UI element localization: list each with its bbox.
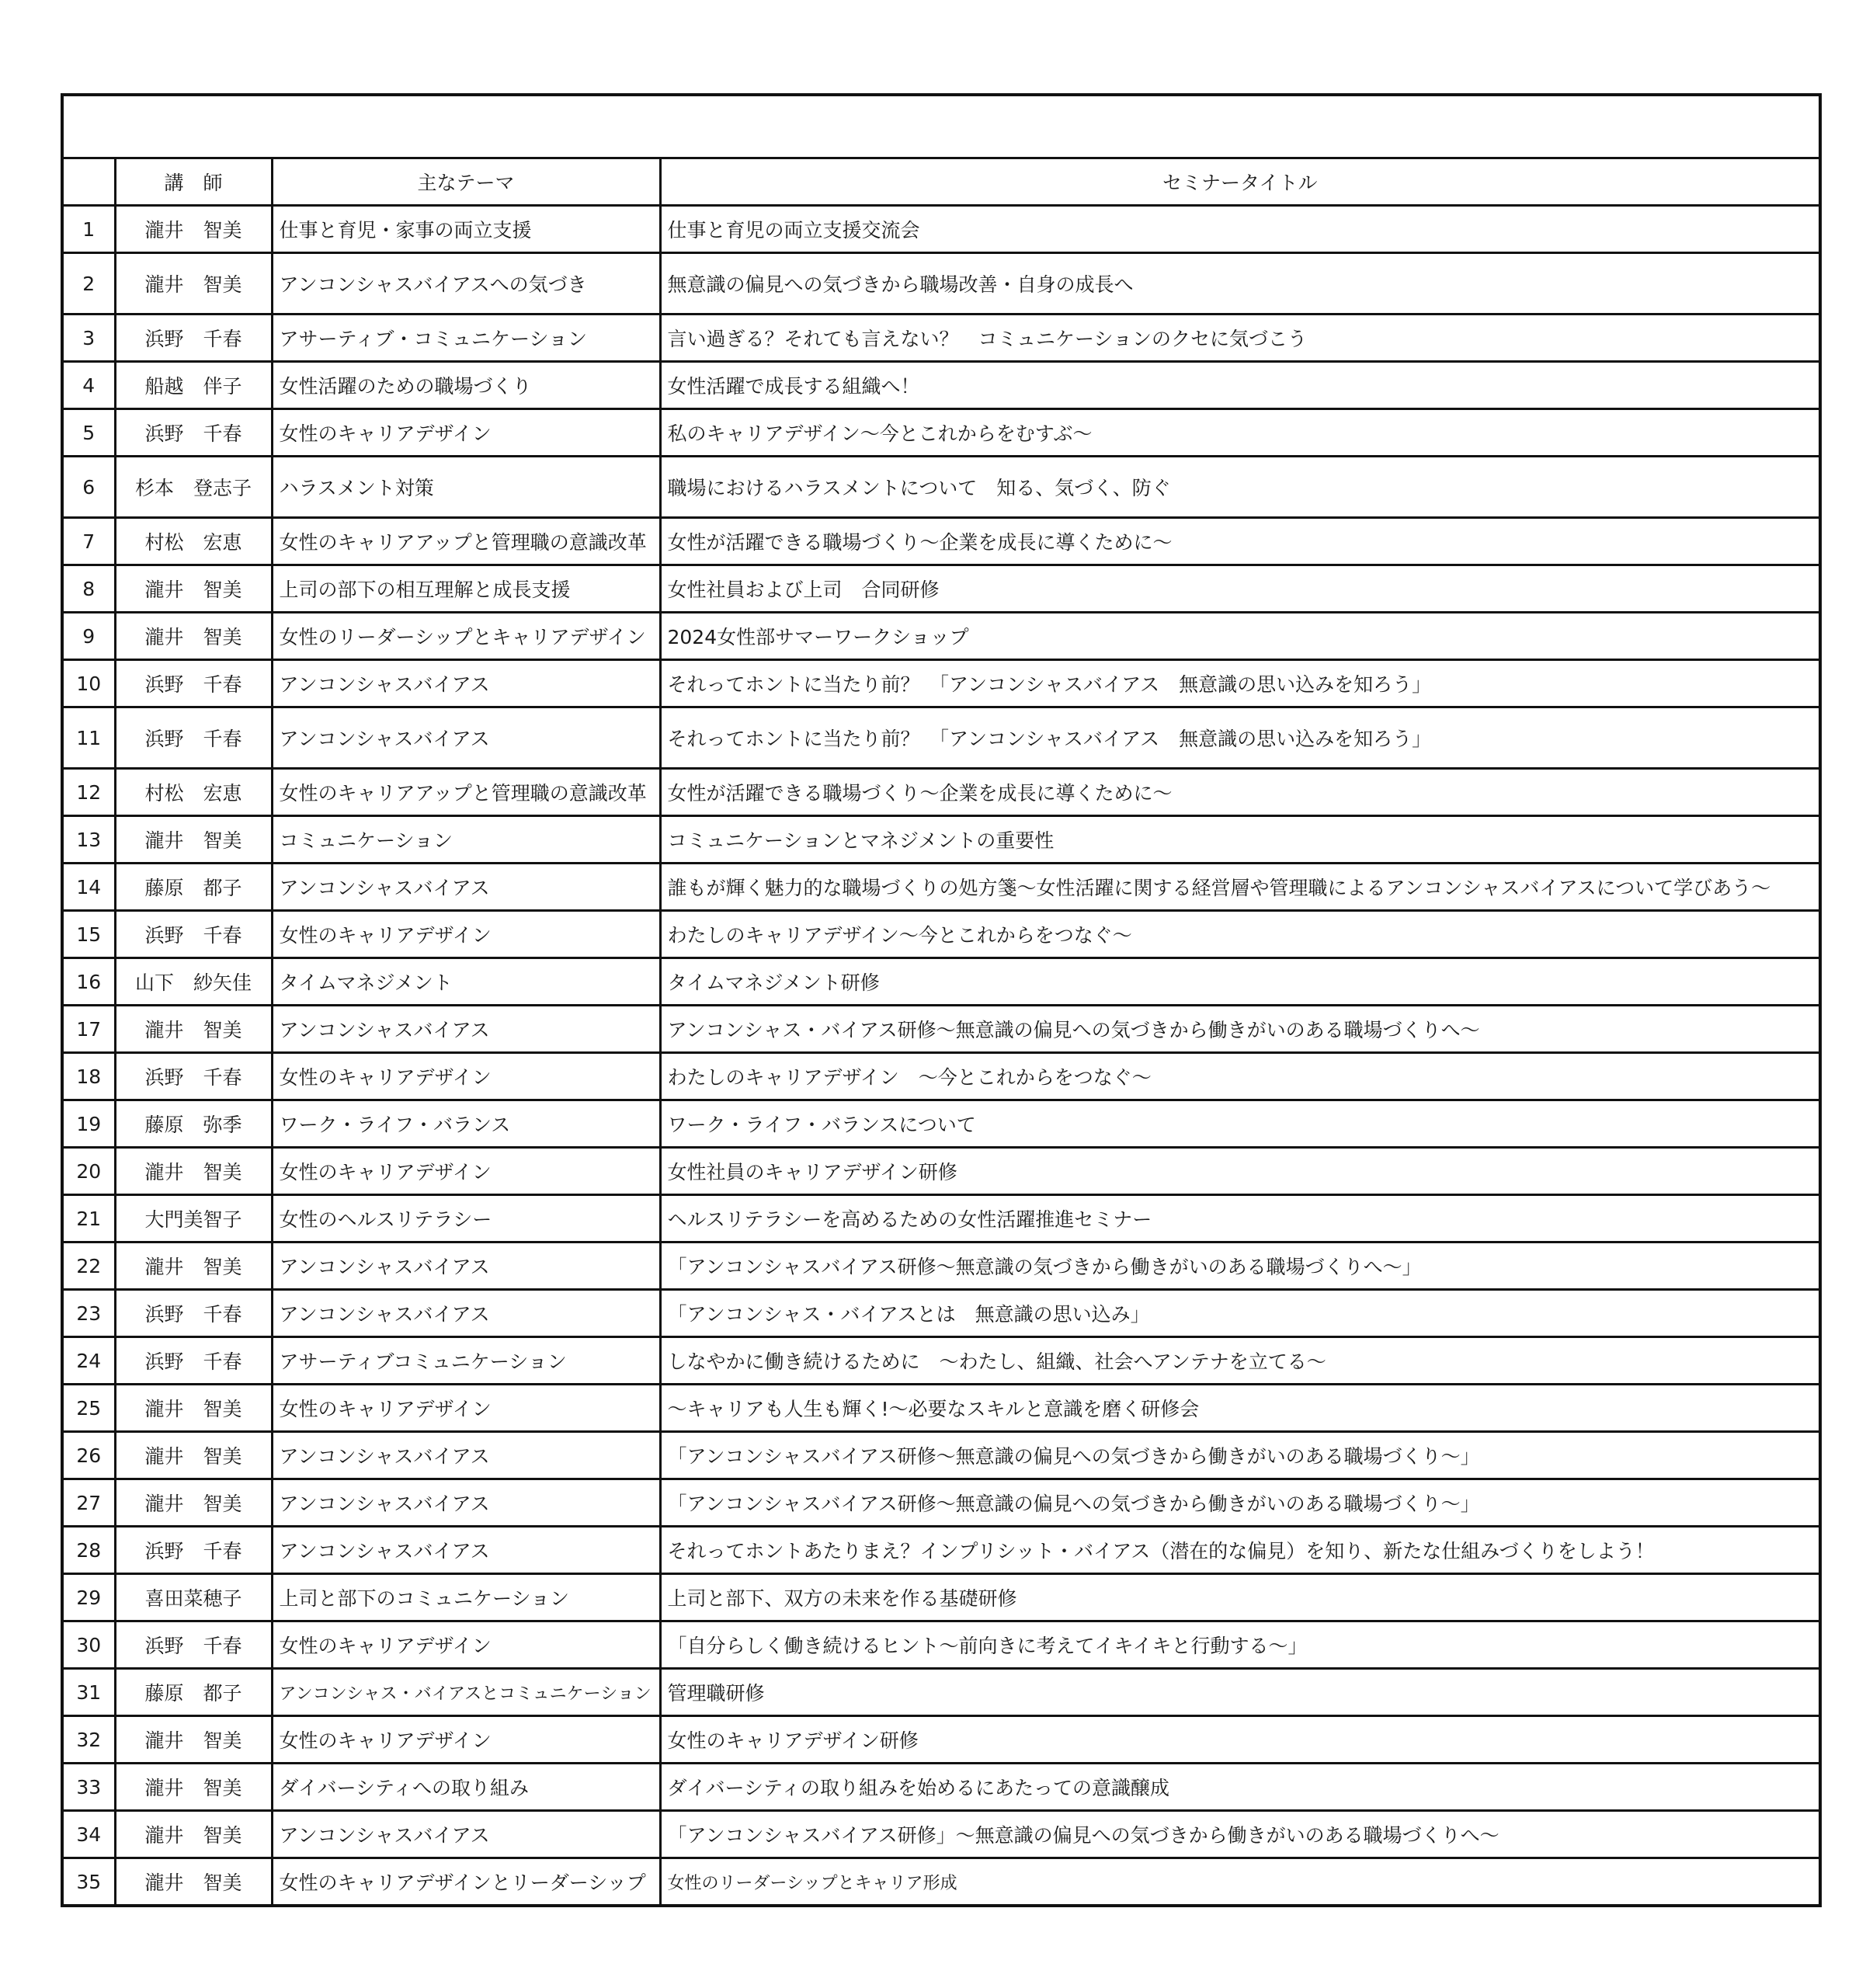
table-row (62, 769, 1820, 816)
row-instructor: 喜田菜穂子 (115, 1574, 272, 1621)
row-seminar-title: 管理職研修 (660, 1669, 1820, 1716)
row-instructor: 浜野 千春 (115, 1053, 272, 1100)
row-number: 29 (62, 1574, 115, 1621)
table-row (62, 1621, 1820, 1669)
row-seminar-title: ワーク・ライフ・バランスについて (660, 1100, 1820, 1148)
row-theme: アサーティブコミュニケーション (272, 1337, 660, 1385)
row-instructor: 山下 紗矢佳 (115, 958, 272, 1006)
table-row (62, 315, 1820, 362)
row-number: 30 (62, 1621, 115, 1669)
row-number: 6 (62, 457, 115, 518)
row-seminar-title: 言い過ぎる？それても言えない？ コミュニケーションのクセに気づこう (660, 315, 1820, 362)
row-number: 20 (62, 1148, 115, 1195)
row-theme: 女性活躍のための職場づくり (272, 362, 660, 409)
table-row (62, 1858, 1820, 1906)
table-row (62, 1195, 1820, 1242)
row-instructor: 瀧井 智美 (115, 1432, 272, 1479)
row-number: 28 (62, 1527, 115, 1574)
row-number: 25 (62, 1385, 115, 1432)
table-row (62, 660, 1820, 707)
table-row (62, 911, 1820, 958)
row-number: 35 (62, 1858, 115, 1906)
row-instructor: 瀧井 智美 (115, 565, 272, 613)
row-theme: 上司の部下の相互理解と成長支援 (272, 565, 660, 613)
table-row (62, 1290, 1820, 1337)
row-theme: 女性のキャリアデザイン (272, 1716, 660, 1764)
row-number: 1 (62, 206, 115, 253)
row-number: 33 (62, 1764, 115, 1811)
row-number: 19 (62, 1100, 115, 1148)
row-seminar-title: アンコンシャス・バイアス研修～無意識の偏見への気づきから働きがいのある職場づくりへ～ (660, 1006, 1820, 1053)
row-seminar-title: 「アンコンシャスバイアス研修」～無意識の偏見への気づきから働きがいのある職場づくりへ～ (660, 1811, 1820, 1858)
row-theme: アサーティブ・コミュニケーション (272, 315, 660, 362)
row-instructor: 瀧井 智美 (115, 816, 272, 864)
row-seminar-title: 職場におけるハラスメントについて 知る、気づく、防ぐ (660, 457, 1820, 518)
table-row (62, 1764, 1820, 1811)
row-instructor: 浜野 千春 (115, 409, 272, 457)
row-instructor: 村松 宏恵 (115, 518, 272, 565)
row-theme: アンコンシャスバイアス (272, 1242, 660, 1290)
row-seminar-title: ヘルスリテラシーを高めるための女性活躍推進セミナー (660, 1195, 1820, 1242)
row-number: 16 (62, 958, 115, 1006)
row-instructor: 浜野 千春 (115, 911, 272, 958)
table-header-row (62, 158, 1820, 206)
row-number: 23 (62, 1290, 115, 1337)
row-instructor: 浜野 千春 (115, 1527, 272, 1574)
row-seminar-title: 「アンコンシャスバイアス研修～無意識の気づきから働きがいのある職場づくりへ～」 (660, 1242, 1820, 1290)
row-instructor: 浜野 千春 (115, 707, 272, 769)
row-seminar-title: わたしのキャリアデザイン～今とこれからをつなぐ～ (660, 911, 1820, 958)
table-row (62, 1479, 1820, 1527)
row-theme: ハラスメント対策 (272, 457, 660, 518)
row-theme: コミュニケーション (272, 816, 660, 864)
row-instructor: 船越 伴子 (115, 362, 272, 409)
table-row (62, 1432, 1820, 1479)
table-row (62, 1669, 1820, 1716)
table-row (62, 613, 1820, 660)
row-seminar-title: 無意識の偏見への気づきから職場改善・自身の成長へ (660, 253, 1820, 315)
table-row (62, 864, 1820, 911)
table-title-row (62, 95, 1820, 158)
row-number: 7 (62, 518, 115, 565)
row-instructor: 瀧井 智美 (115, 1811, 272, 1858)
row-instructor: 瀧井 智美 (115, 1479, 272, 1527)
row-seminar-title: 仕事と育児の両立支援交流会 (660, 206, 1820, 253)
table-row (62, 958, 1820, 1006)
row-theme: アンコンシャスバイアス (272, 660, 660, 707)
row-seminar-title: 女性社員および上司 合同研修 (660, 565, 1820, 613)
row-instructor: 浜野 千春 (115, 1290, 272, 1337)
row-instructor: 瀧井 智美 (115, 1148, 272, 1195)
row-theme: 女性のキャリアデザインとリーダーシップ (272, 1858, 660, 1906)
row-instructor: 杉本 登志子 (115, 457, 272, 518)
row-number: 15 (62, 911, 115, 958)
row-number: 34 (62, 1811, 115, 1858)
row-number: 14 (62, 864, 115, 911)
row-number: 24 (62, 1337, 115, 1385)
row-seminar-title: 女性活躍で成長する組織へ！ (660, 362, 1820, 409)
row-number: 5 (62, 409, 115, 457)
row-seminar-title: それってホントあたりまえ？インプリシット・バイアス（潜在的な偏見）を知り、新たな仕組みづくりをしよう！ (660, 1527, 1820, 1574)
row-instructor: 浜野 千春 (115, 1621, 272, 1669)
row-seminar-title: 女性が活躍できる職場づくり～企業を成長に導くために～ (660, 769, 1820, 816)
table-row (62, 1337, 1820, 1385)
row-number: 31 (62, 1669, 115, 1716)
row-theme: アンコンシャスバイアス (272, 707, 660, 769)
row-seminar-title: 「アンコンシャスバイアス研修～無意識の偏見への気づきから働きがいのある職場づくり～」 (660, 1479, 1820, 1527)
row-theme: アンコンシャスバイアス (272, 1290, 660, 1337)
header-theme: 主なテーマ (272, 158, 660, 206)
row-theme: アンコンシャスバイアス (272, 864, 660, 911)
table-row (62, 253, 1820, 315)
table-row (62, 1527, 1820, 1574)
row-theme: アンコンシャスバイアスへの気づき (272, 253, 660, 315)
row-instructor: 瀧井 智美 (115, 1385, 272, 1432)
row-instructor: 浜野 千春 (115, 1337, 272, 1385)
row-instructor: 大門美智子 (115, 1195, 272, 1242)
row-seminar-title: わたしのキャリアデザイン ～今とこれからをつなぐ～ (660, 1053, 1820, 1100)
table-title (62, 95, 1820, 158)
row-number: 3 (62, 315, 115, 362)
row-number: 18 (62, 1053, 115, 1100)
row-number: 22 (62, 1242, 115, 1290)
row-theme: アンコンシャスバイアス (272, 1479, 660, 1527)
row-instructor: 瀧井 智美 (115, 1858, 272, 1906)
table-row (62, 518, 1820, 565)
row-seminar-title: ～キャリアも人生も輝く!～必要なスキルと意識を磨く研修会 (660, 1385, 1820, 1432)
row-theme: 女性のリーダーシップとキャリアデザイン (272, 613, 660, 660)
row-seminar-title: 女性のリーダーシップとキャリア形成 (660, 1858, 1820, 1906)
row-theme: アンコンシャスバイアス (272, 1811, 660, 1858)
row-instructor: 瀧井 智美 (115, 1716, 272, 1764)
row-seminar-title: それってホントに当たり前？ 「アンコンシャスバイアス 無意識の思い込みを知ろう」 (660, 660, 1820, 707)
row-seminar-title: 誰もが輝く魅力的な職場づくりの処方箋～女性活躍に関する経営層や管理職によるアンコンシャスバイアスについて学びあう～ (660, 864, 1820, 911)
row-theme: 女性のヘルスリテラシー (272, 1195, 660, 1242)
row-number: 12 (62, 769, 115, 816)
row-theme: 女性のキャリアデザイン (272, 911, 660, 958)
row-theme: 女性のキャリアデザイン (272, 1053, 660, 1100)
row-instructor: 瀧井 智美 (115, 1242, 272, 1290)
row-instructor: 藤原 都子 (115, 1669, 272, 1716)
row-theme: ワーク・ライフ・バランス (272, 1100, 660, 1148)
row-number: 17 (62, 1006, 115, 1053)
row-instructor: 浜野 千春 (115, 315, 272, 362)
row-theme: 女性のキャリアデザイン (272, 409, 660, 457)
row-number: 32 (62, 1716, 115, 1764)
table-row (62, 565, 1820, 613)
row-theme: 女性のキャリアアップと管理職の意識改革 (272, 518, 660, 565)
table-row (62, 362, 1820, 409)
header-number (62, 158, 115, 206)
row-theme: ダイバーシティへの取り組み (272, 1764, 660, 1811)
row-seminar-title: ダイバーシティの取り組みを始めるにあたっての意識醸成 (660, 1764, 1820, 1811)
row-number: 21 (62, 1195, 115, 1242)
row-instructor: 藤原 都子 (115, 864, 272, 911)
row-theme: タイムマネジメント (272, 958, 660, 1006)
row-instructor: 瀧井 智美 (115, 613, 272, 660)
row-number: 11 (62, 707, 115, 769)
row-theme: 上司と部下のコミュニケーション (272, 1574, 660, 1621)
table-row (62, 1574, 1820, 1621)
row-seminar-title: 「アンコンシャスバイアス研修～無意識の偏見への気づきから働きがいのある職場づくり～」 (660, 1432, 1820, 1479)
row-theme: 女性のキャリアアップと管理職の意識改革 (272, 769, 660, 816)
row-instructor: 瀧井 智美 (115, 206, 272, 253)
row-instructor: 瀧井 智美 (115, 1006, 272, 1053)
table-row (62, 206, 1820, 253)
table-row (62, 1053, 1820, 1100)
row-instructor: 藤原 弥季 (115, 1100, 272, 1148)
row-seminar-title: 「自分らしく働き続けるヒント～前向きに考えてイキイキと行動する～」 (660, 1621, 1820, 1669)
table-row (62, 1811, 1820, 1858)
table-row (62, 816, 1820, 864)
table-row (62, 457, 1820, 518)
row-theme: 女性のキャリアデザイン (272, 1385, 660, 1432)
row-number: 26 (62, 1432, 115, 1479)
row-seminar-title: 女性が活躍できる職場づくり～企業を成長に導くために～ (660, 518, 1820, 565)
row-instructor: 浜野 千春 (115, 660, 272, 707)
row-seminar-title: 「アンコンシャス・バイアスとは 無意識の思い込み」 (660, 1290, 1820, 1337)
table-row (62, 1148, 1820, 1195)
row-number: 2 (62, 253, 115, 315)
row-seminar-title: それってホントに当たり前？ 「アンコンシャスバイアス 無意識の思い込みを知ろう」 (660, 707, 1820, 769)
header-seminar-title: セミナータイトル (660, 158, 1820, 206)
table-row (62, 409, 1820, 457)
seminar-table (61, 93, 1822, 1907)
table-row (62, 1100, 1820, 1148)
table-row (62, 1385, 1820, 1432)
table-row (62, 1716, 1820, 1764)
row-instructor: 瀧井 智美 (115, 1764, 272, 1811)
row-seminar-title: しなやかに働き続けるために ～わたし、組織、社会へアンテナを立てる～ (660, 1337, 1820, 1385)
row-seminar-title: 私のキャリアデザイン～今とこれからをむすぶ～ (660, 409, 1820, 457)
header-instructor: 講 師 (115, 158, 272, 206)
row-theme: アンコンシャスバイアス (272, 1527, 660, 1574)
row-theme: 女性のキャリアデザイン (272, 1621, 660, 1669)
row-number: 4 (62, 362, 115, 409)
row-seminar-title: 女性のキャリアデザイン研修 (660, 1716, 1820, 1764)
row-number: 27 (62, 1479, 115, 1527)
table-row (62, 707, 1820, 769)
row-number: 8 (62, 565, 115, 613)
row-number: 10 (62, 660, 115, 707)
row-number: 13 (62, 816, 115, 864)
row-seminar-title: 女性社員のキャリアデザイン研修 (660, 1148, 1820, 1195)
row-instructor: 瀧井 智美 (115, 253, 272, 315)
row-theme: 女性のキャリアデザイン (272, 1148, 660, 1195)
table-row (62, 1006, 1820, 1053)
row-theme: 仕事と育児・家事の両立支援 (272, 206, 660, 253)
table-row (62, 1242, 1820, 1290)
row-seminar-title: タイムマネジメント研修 (660, 958, 1820, 1006)
row-theme: アンコンシャスバイアス (272, 1006, 660, 1053)
row-seminar-title: 上司と部下、双方の未来を作る基礎研修 (660, 1574, 1820, 1621)
row-seminar-title: コミュニケーションとマネジメントの重要性 (660, 816, 1820, 864)
row-theme: アンコンシャスバイアス (272, 1432, 660, 1479)
row-seminar-title: 2024女性部サマーワークショップ (660, 613, 1820, 660)
row-instructor: 村松 宏恵 (115, 769, 272, 816)
row-theme: アンコンシャス・バイアスとコミュニケーション (272, 1669, 660, 1716)
row-number: 9 (62, 613, 115, 660)
